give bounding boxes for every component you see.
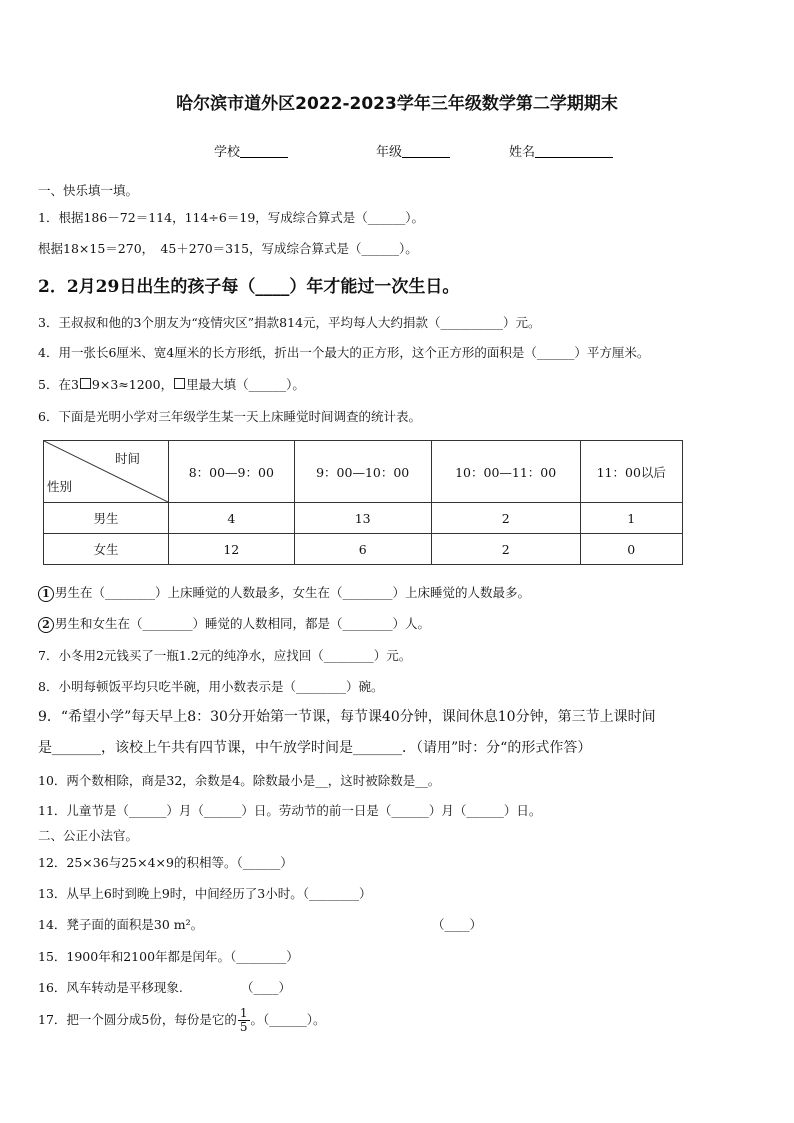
column-header: 10：00—11：00 xyxy=(431,441,580,503)
row-label: 女生 xyxy=(44,534,169,565)
question-7: 7．小冬用2元钱买了一瓶1.2元的纯净水，应找回（________）元。 xyxy=(38,648,412,663)
question-4: 4．用一张长6厘米、宽4厘米的长方形纸，折出一个最大的正方形，这个正方形的面积是（______）平方厘米。 xyxy=(38,345,650,360)
table-cell: 2 xyxy=(431,534,580,565)
fraction-numerator: 1 xyxy=(239,1006,248,1020)
question-5-mid: 9×3≈1200， xyxy=(91,377,174,392)
column-header: 8：00—9：00 xyxy=(169,441,295,503)
question-6-sub-1 xyxy=(38,583,530,602)
empty-box-icon xyxy=(174,378,185,389)
table-cell: 12 xyxy=(169,534,295,565)
table-cell: 2 xyxy=(431,503,580,534)
circled-number-icon: 2 xyxy=(38,617,54,633)
grade-label: 年级 xyxy=(376,145,403,160)
grade-blank[interactable] xyxy=(402,144,450,158)
question-13: 13．从早上6时到晚上9时，中间经历了3小时。（________） xyxy=(38,886,372,901)
section-heading-2: 二、公正小法官。 xyxy=(38,828,139,843)
question-5 xyxy=(38,375,305,393)
question-17-pre: 17．把一个圆分成5份，每份是它的 xyxy=(38,1012,237,1027)
grade-field xyxy=(376,141,450,160)
question-16-blank: （____） xyxy=(241,980,292,995)
table-corner-cell xyxy=(44,441,169,503)
question-2: 2．2月29日出生的孩子每（____）年才能过一次生日。 xyxy=(38,277,460,297)
question-3: 3．王叔叔和他的3个朋友为“疫情灾区”捐款814元，平均每人大约捐款（__________）元。 xyxy=(38,315,541,330)
question-10: 10．两个数相除，商是32，余数是4。除数最小是__，这时被除数是__。 xyxy=(38,773,441,788)
table-row xyxy=(44,534,683,565)
question-6-sub-2-text: 男生和女生在（________）睡觉的人数相同，都是（________）人。 xyxy=(55,616,431,631)
column-header: 11：00以后 xyxy=(580,441,682,503)
name-field xyxy=(509,141,613,160)
table-header-row xyxy=(44,441,683,503)
table-cell: 6 xyxy=(294,534,431,565)
question-5-post: 里最大填（______）。 xyxy=(186,377,305,392)
question-14-blank: （____） xyxy=(432,917,483,932)
question-16 xyxy=(38,978,183,996)
school-field xyxy=(214,141,288,160)
question-6-sub-1-text: 男生在（________）上床睡觉的人数最多，女生在（________）上床睡觉的人数最多。 xyxy=(55,585,531,600)
circled-number-icon: 1 xyxy=(38,586,54,602)
question-8: 8．小明每顿饭平均只吃半碗，用小数表示是（________）碗。 xyxy=(38,679,384,694)
table-cell: 1 xyxy=(580,503,682,534)
column-header: 9：00—10：00 xyxy=(294,441,431,503)
section-heading-1: 一、快乐填一填。 xyxy=(38,183,139,198)
school-blank[interactable] xyxy=(240,144,288,158)
table-row xyxy=(44,503,683,534)
question-11: 11．儿童节是（______）月（______）日。劳动节的前一日是（______）月（______）日。 xyxy=(38,803,542,818)
question-9-line-2: 是_______，该校上午共有四节课，中午放学时间是_______．（请用”时：分“的形式作答） xyxy=(38,740,592,756)
question-16-text: 16．风车转动是平移现象. xyxy=(38,980,183,995)
empty-box-icon xyxy=(80,378,91,389)
row-label: 男生 xyxy=(44,503,169,534)
table-cell: 4 xyxy=(169,503,295,534)
table-cell: 13 xyxy=(294,503,431,534)
name-label: 姓名 xyxy=(509,145,536,160)
question-14-text: 14．凳子面的面积是30 m²。 xyxy=(38,917,204,932)
question-17-post: 。（______）。 xyxy=(250,1012,326,1027)
question-1-line-1: 1．根据186－72＝114，114÷6＝19，写成综合算式是（______）。 xyxy=(38,210,425,225)
school-label: 学校 xyxy=(214,145,241,160)
question-15: 15．1900年和2100年都是闰年。（________） xyxy=(38,949,299,964)
fraction-one-fifth xyxy=(238,1007,250,1034)
page-title: 哈尔滨市道外区2022-2023学年三年级数学第二学期期末 xyxy=(176,94,618,114)
name-blank[interactable] xyxy=(535,144,613,158)
corner-label-time: 时间 xyxy=(114,451,140,466)
question-9-line-1: 9．“希望小学”每天早上8：30分开始第一节课，每节课40分钟，课间休息10分钟，第三节上课时间 xyxy=(38,709,656,725)
question-12: 12．25×36与25×4×9的积相等。（______） xyxy=(38,855,293,870)
question-14 xyxy=(38,915,203,933)
question-17 xyxy=(38,1007,326,1034)
question-6-sub-2 xyxy=(38,614,430,633)
fraction-denominator: 5 xyxy=(239,1020,248,1034)
question-5-pre: 5．在3 xyxy=(38,377,79,392)
corner-label-gender: 性别 xyxy=(47,479,73,494)
table-cell: 0 xyxy=(580,534,682,565)
sleep-time-table xyxy=(43,440,683,565)
question-6: 6．下面是光明小学对三年级学生某一天上床睡觉时间调查的统计表。 xyxy=(38,409,421,424)
question-1-line-2: 根据18×15＝270， 45＋270＝315，写成综合算式是（______）。 xyxy=(38,241,418,256)
